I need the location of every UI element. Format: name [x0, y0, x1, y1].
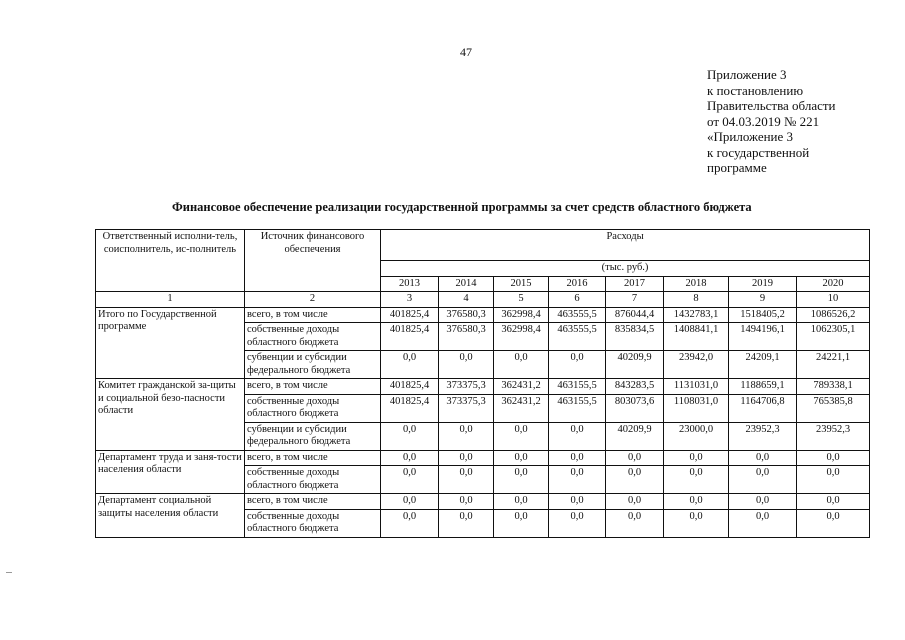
header-expenses: Расходы [381, 230, 870, 261]
source-cell: всего, в том числе [245, 494, 381, 510]
column-numbers-row [96, 292, 870, 308]
table-row [96, 379, 870, 395]
value-cell: 362998,4 [494, 307, 549, 323]
value-cell: 0,0 [381, 422, 439, 450]
value-cell: 401825,4 [381, 394, 439, 422]
value-cell: 373375,3 [439, 394, 494, 422]
appendix-line: программе [707, 160, 767, 175]
value-cell: 0,0 [494, 450, 549, 466]
value-cell: 0,0 [797, 494, 870, 510]
year-cell: 2014 [439, 276, 494, 292]
source-cell: всего, в том числе [245, 379, 381, 395]
value-cell: 23952,3 [729, 422, 797, 450]
value-cell: 1432783,1 [664, 307, 729, 323]
value-cell: 0,0 [549, 450, 606, 466]
value-cell: 463155,5 [549, 379, 606, 395]
value-cell: 0,0 [549, 509, 606, 537]
year-cell: 2019 [729, 276, 797, 292]
value-cell: 0,0 [664, 509, 729, 537]
value-cell: 843283,5 [606, 379, 664, 395]
source-cell: собственные доходы областного бюджета [245, 323, 381, 351]
value-cell: 0,0 [606, 466, 664, 494]
value-cell: 0,0 [549, 466, 606, 494]
scan-mark [6, 572, 12, 573]
value-cell: 803073,6 [606, 394, 664, 422]
value-cell: 0,0 [494, 422, 549, 450]
value-cell: 0,0 [381, 509, 439, 537]
column-number: 7 [606, 292, 664, 308]
executor-cell: Департамент труда и заня-тости населения области [96, 450, 245, 494]
value-cell: 0,0 [439, 494, 494, 510]
value-cell: 0,0 [606, 450, 664, 466]
value-cell: 0,0 [549, 494, 606, 510]
source-cell: собственные доходы областного бюджета [245, 394, 381, 422]
value-cell: 401825,4 [381, 379, 439, 395]
value-cell: 24221,1 [797, 351, 870, 379]
source-cell: субвенции и субсидии федерального бюджета [245, 422, 381, 450]
value-cell: 463555,5 [549, 323, 606, 351]
column-number: 6 [549, 292, 606, 308]
value-cell: 0,0 [439, 466, 494, 494]
value-cell: 0,0 [729, 509, 797, 537]
value-cell: 0,0 [494, 466, 549, 494]
column-number: 4 [439, 292, 494, 308]
value-cell: 463155,5 [549, 394, 606, 422]
value-cell: 1108031,0 [664, 394, 729, 422]
year-cell: 2020 [797, 276, 870, 292]
value-cell: 376580,3 [439, 307, 494, 323]
value-cell: 789338,1 [797, 379, 870, 395]
document-title: Финансовое обеспечение реализации государственной программы за счет средств областного бюджета [172, 200, 752, 214]
year-cell: 2016 [549, 276, 606, 292]
value-cell: 362431,2 [494, 379, 549, 395]
value-cell: 0,0 [729, 450, 797, 466]
executor-cell: Комитет гражданской за-щиты и социальной безо-пасности области [96, 379, 245, 451]
value-cell: 376580,3 [439, 323, 494, 351]
column-number: 3 [381, 292, 439, 308]
column-number: 9 [729, 292, 797, 308]
value-cell: 1494196,1 [729, 323, 797, 351]
value-cell: 373375,3 [439, 379, 494, 395]
value-cell: 23952,3 [797, 422, 870, 450]
value-cell: 0,0 [494, 509, 549, 537]
financing-table [95, 229, 870, 538]
value-cell: 0,0 [606, 509, 664, 537]
appendix-line: от 04.03.2019 № 221 [707, 113, 820, 129]
header-source: Источник финансового обеспечения [245, 230, 381, 292]
column-number: 1 [96, 292, 245, 308]
year-cell: 2015 [494, 276, 549, 292]
value-cell: 1518405,2 [729, 307, 797, 323]
header-units: (тыс. руб.) [381, 261, 870, 277]
value-cell: 23942,0 [664, 351, 729, 379]
value-cell: 0,0 [606, 494, 664, 510]
value-cell: 0,0 [664, 466, 729, 494]
table-row [96, 450, 870, 466]
column-number: 8 [664, 292, 729, 308]
value-cell: 765385,8 [797, 394, 870, 422]
value-cell: 0,0 [797, 466, 870, 494]
value-cell: 463555,5 [549, 307, 606, 323]
appendix-line: Приложение 3 [707, 67, 787, 82]
value-cell: 23000,0 [664, 422, 729, 450]
value-cell: 24209,1 [729, 351, 797, 379]
appendix-line: к государственной [707, 144, 810, 160]
executor-cell: Итого по Государственной программе [96, 307, 245, 379]
value-cell: 0,0 [381, 450, 439, 466]
value-cell: 0,0 [549, 422, 606, 450]
year-cell: 2013 [381, 276, 439, 292]
value-cell: 0,0 [439, 450, 494, 466]
appendix-note [707, 67, 836, 176]
value-cell: 0,0 [381, 351, 439, 379]
table-row [96, 494, 870, 510]
appendix-line: «Приложение 3 [707, 129, 794, 144]
value-cell: 40209,9 [606, 351, 664, 379]
value-cell: 0,0 [439, 351, 494, 379]
header-row [96, 230, 870, 261]
page-number: 47 [460, 45, 472, 59]
source-cell: всего, в том числе [245, 450, 381, 466]
value-cell: 362998,4 [494, 323, 549, 351]
value-cell: 0,0 [494, 351, 549, 379]
value-cell: 40209,9 [606, 422, 664, 450]
value-cell: 0,0 [549, 351, 606, 379]
year-cell: 2018 [664, 276, 729, 292]
table-row [96, 307, 870, 323]
value-cell: 0,0 [797, 509, 870, 537]
value-cell: 401825,4 [381, 307, 439, 323]
value-cell: 876044,4 [606, 307, 664, 323]
value-cell: 362431,2 [494, 394, 549, 422]
column-number: 5 [494, 292, 549, 308]
appendix-line: Правительства области [707, 98, 836, 113]
value-cell: 0,0 [664, 450, 729, 466]
source-cell: собственные доходы областного бюджета [245, 509, 381, 537]
value-cell: 0,0 [797, 450, 870, 466]
value-cell: 1131031,0 [664, 379, 729, 395]
column-number: 2 [245, 292, 381, 308]
year-cell: 2017 [606, 276, 664, 292]
value-cell: 1062305,1 [797, 323, 870, 351]
source-cell: всего, в том числе [245, 307, 381, 323]
value-cell: 835834,5 [606, 323, 664, 351]
header-executor: Ответственный исполни-тель, соисполнитель, ис-полнитель [96, 230, 245, 292]
value-cell: 0,0 [381, 466, 439, 494]
value-cell: 0,0 [729, 466, 797, 494]
value-cell: 0,0 [381, 494, 439, 510]
value-cell: 1086526,2 [797, 307, 870, 323]
appendix-line: к постановлению [707, 82, 804, 98]
value-cell: 0,0 [439, 422, 494, 450]
value-cell: 1188659,1 [729, 379, 797, 395]
value-cell: 1164706,8 [729, 394, 797, 422]
source-cell: субвенции и субсидии федерального бюджета [245, 351, 381, 379]
executor-cell: Департамент социальной защиты населения области [96, 494, 245, 538]
value-cell: 401825,4 [381, 323, 439, 351]
value-cell: 0,0 [439, 509, 494, 537]
source-cell: собственные доходы областного бюджета [245, 466, 381, 494]
value-cell: 0,0 [729, 494, 797, 510]
column-number: 10 [797, 292, 870, 308]
value-cell: 0,0 [664, 494, 729, 510]
value-cell: 0,0 [494, 494, 549, 510]
value-cell: 1408841,1 [664, 323, 729, 351]
